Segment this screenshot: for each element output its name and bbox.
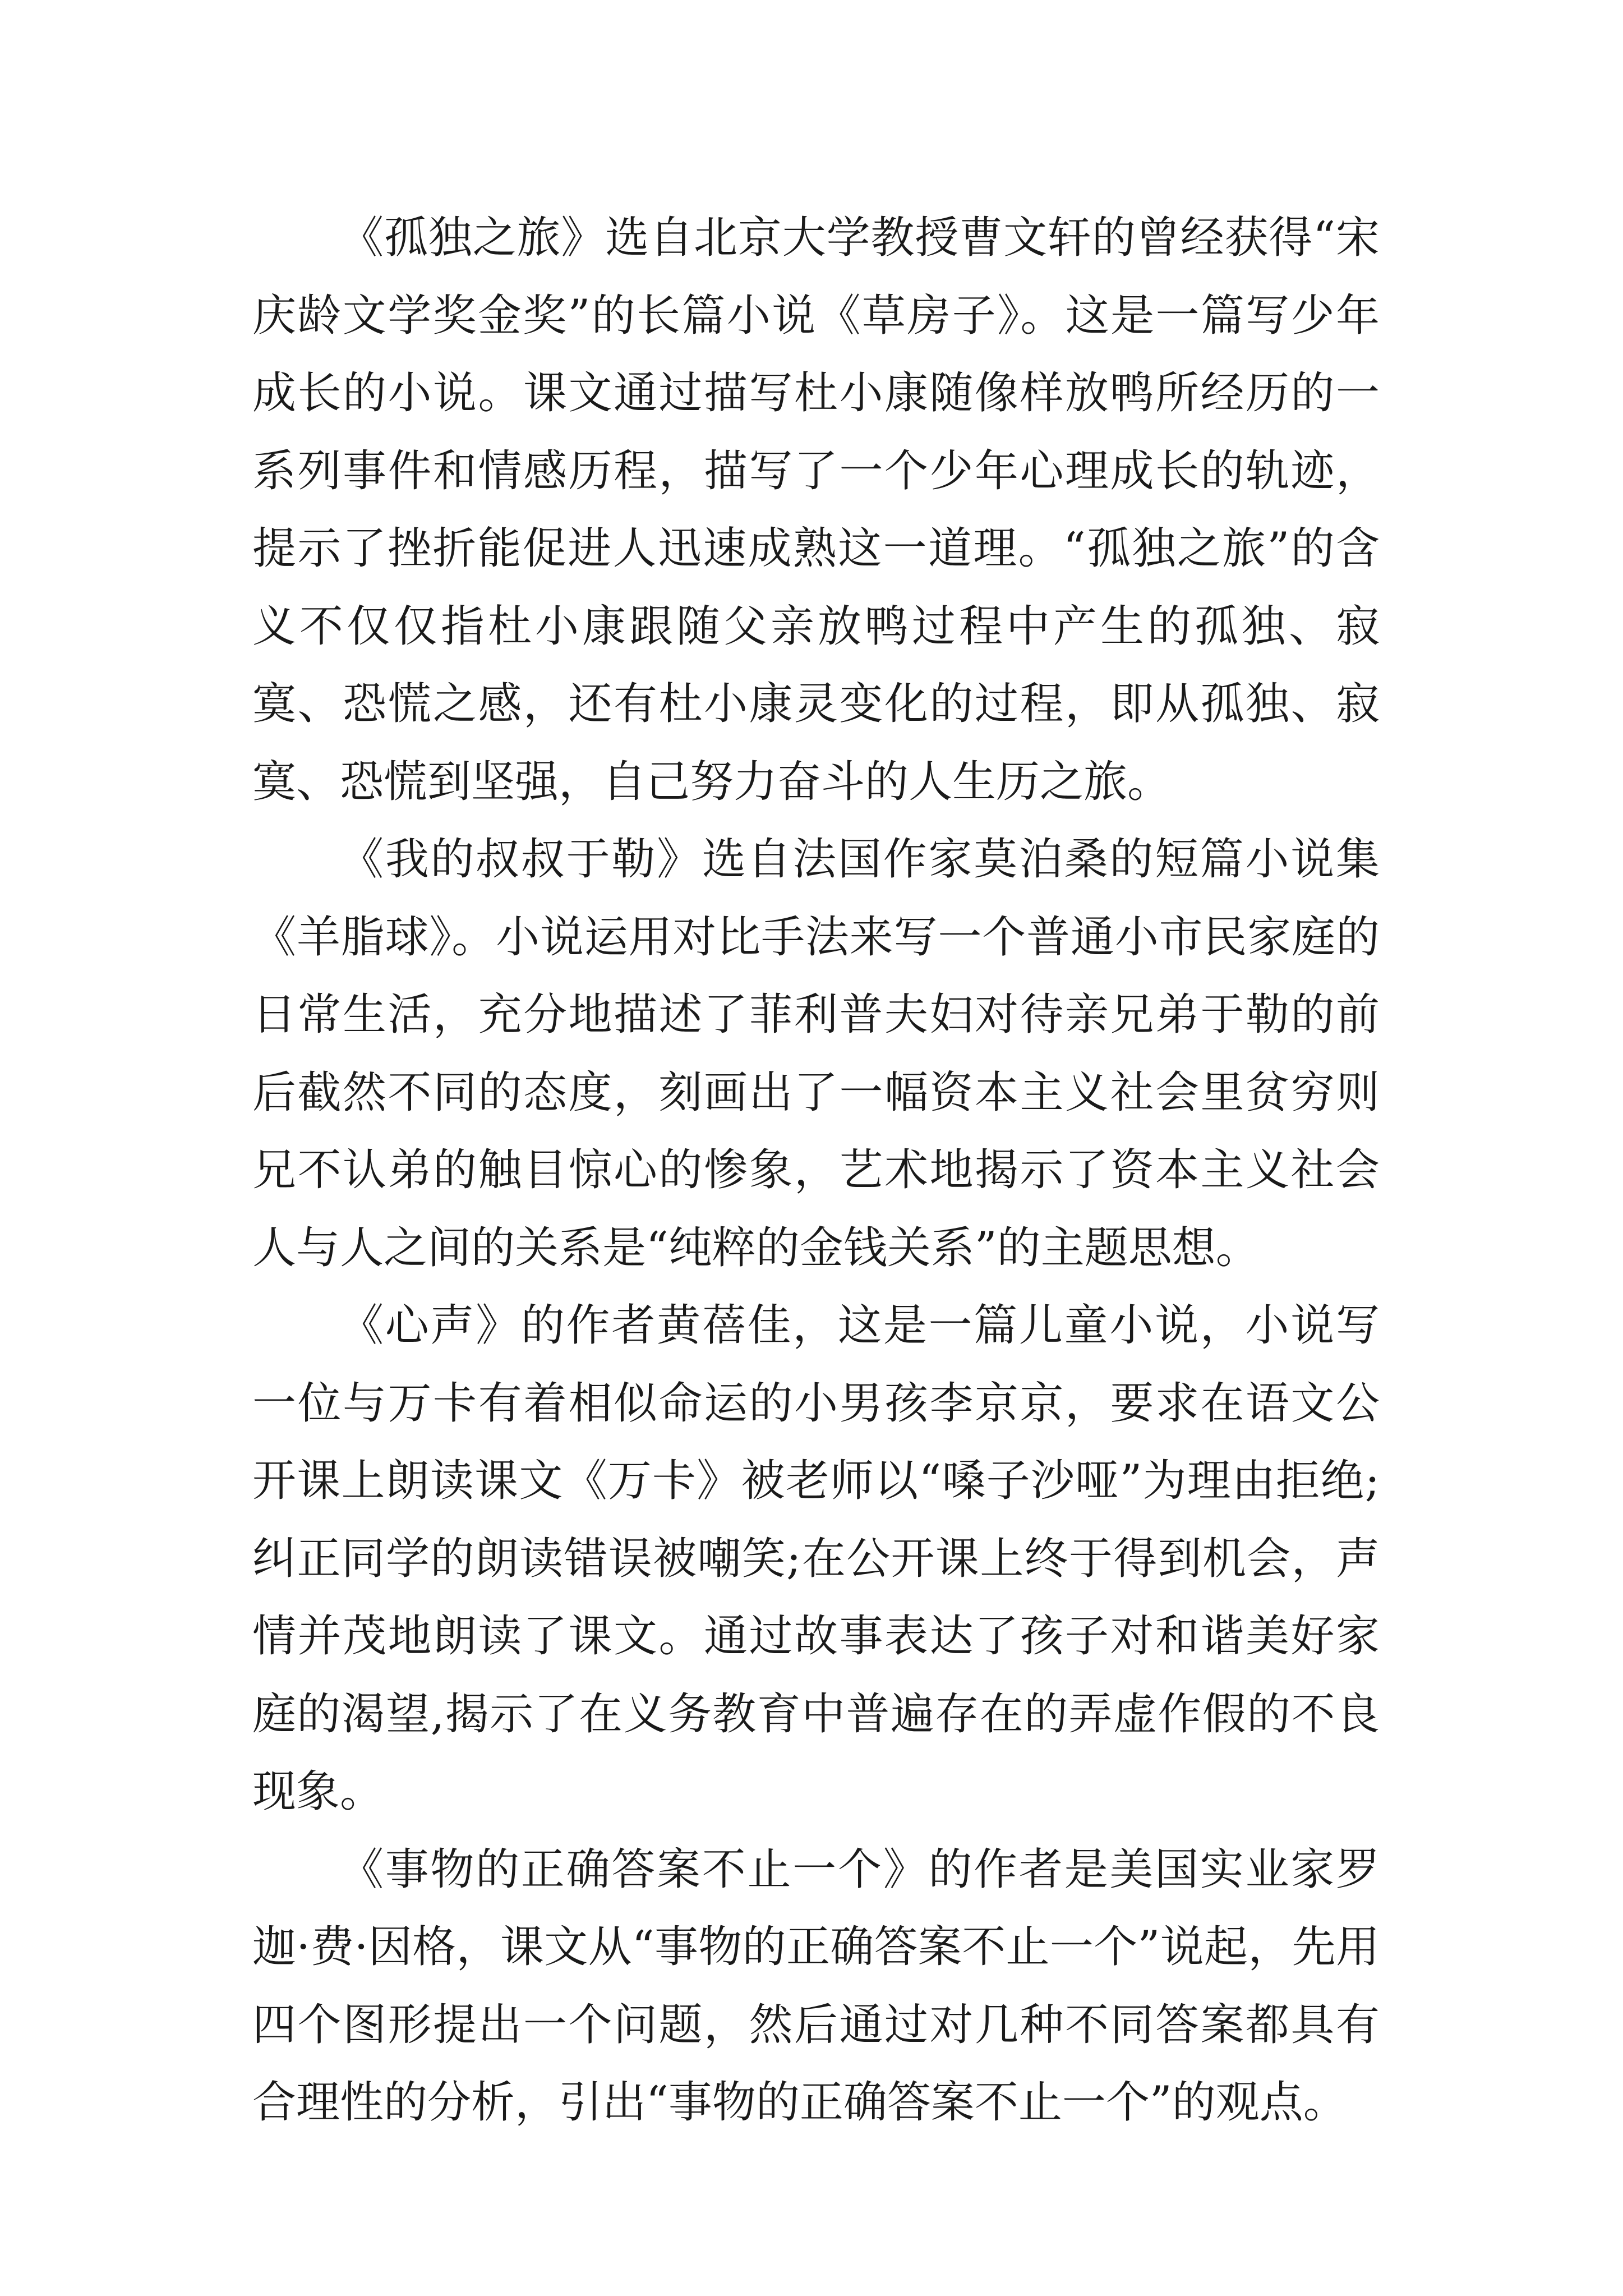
paragraph-my-uncle-jules: 《我的叔叔于勒》选自法国作家莫泊桑的短篇小说集《羊脂球》。小说运用对比手法来写一个普通小市民家庭的日常生活，充分地描述了菲利普夫妇对待亲兄弟于勒的前后截然不同的态度，刻画出了一幅资本主义社会里贫穷则兄不认弟的触目惊心的惨象，艺术地揭示了资本主义社会人与人之间的关系是“纯粹的金钱关系”的主题思想。 <box>252 834 1380 1273</box>
document-body <box>252 199 1380 2142</box>
paragraph-lonely-journey: 《孤独之旅》选自北京大学教授曹文轩的曾经获得“宋庆龄文学奖金奖”的长篇小说《草房子》。这是一篇写少年成长的小说。课文通过描写杜小康随像样放鸭所经历的一系列事件和情感历程，描写了一个少年心理成长的轨迹，提示了挫折能促进人迅速成熟这一道理。“孤独之旅”的含义不仅仅指杜小康跟随父亲放鸭过程中产生的孤独、寂寞、恐慌之感，还有杜小康灵变化的过程，即从孤独、寂寞、恐慌到坚强，自己努力奋斗的人生历之旅。 <box>252 213 1380 807</box>
paragraph-heart-voice: 《心声》的作者黄蓓佳，这是一篇儿童小说，小说写一位与万卡有着相似命运的小男孩李京京，要求在语文公开课上朗读课文《万卡》被老师以“嗓子沙哑”为理由拒绝;纠正同学的朗读错误被嘲笑;在公开课上终于得到机会，声情并茂地朗读了课文。通过故事表达了孩子对和谐美好家庭的渴望,揭示了在义务教育中普遍存在的弄虚作假的不良现象。 <box>252 1300 1380 1817</box>
paragraph-more-than-one-answer: 《事物的正确答案不止一个》的作者是美国实业家罗迦·费·因格，课文从“事物的正确答案不止一个”说起，先用四个图形提出一个问题，然后通过对几种不同答案都具有合理性的分析，引出“事物的正确答案不止一个”的观点。 <box>252 1844 1380 2128</box>
